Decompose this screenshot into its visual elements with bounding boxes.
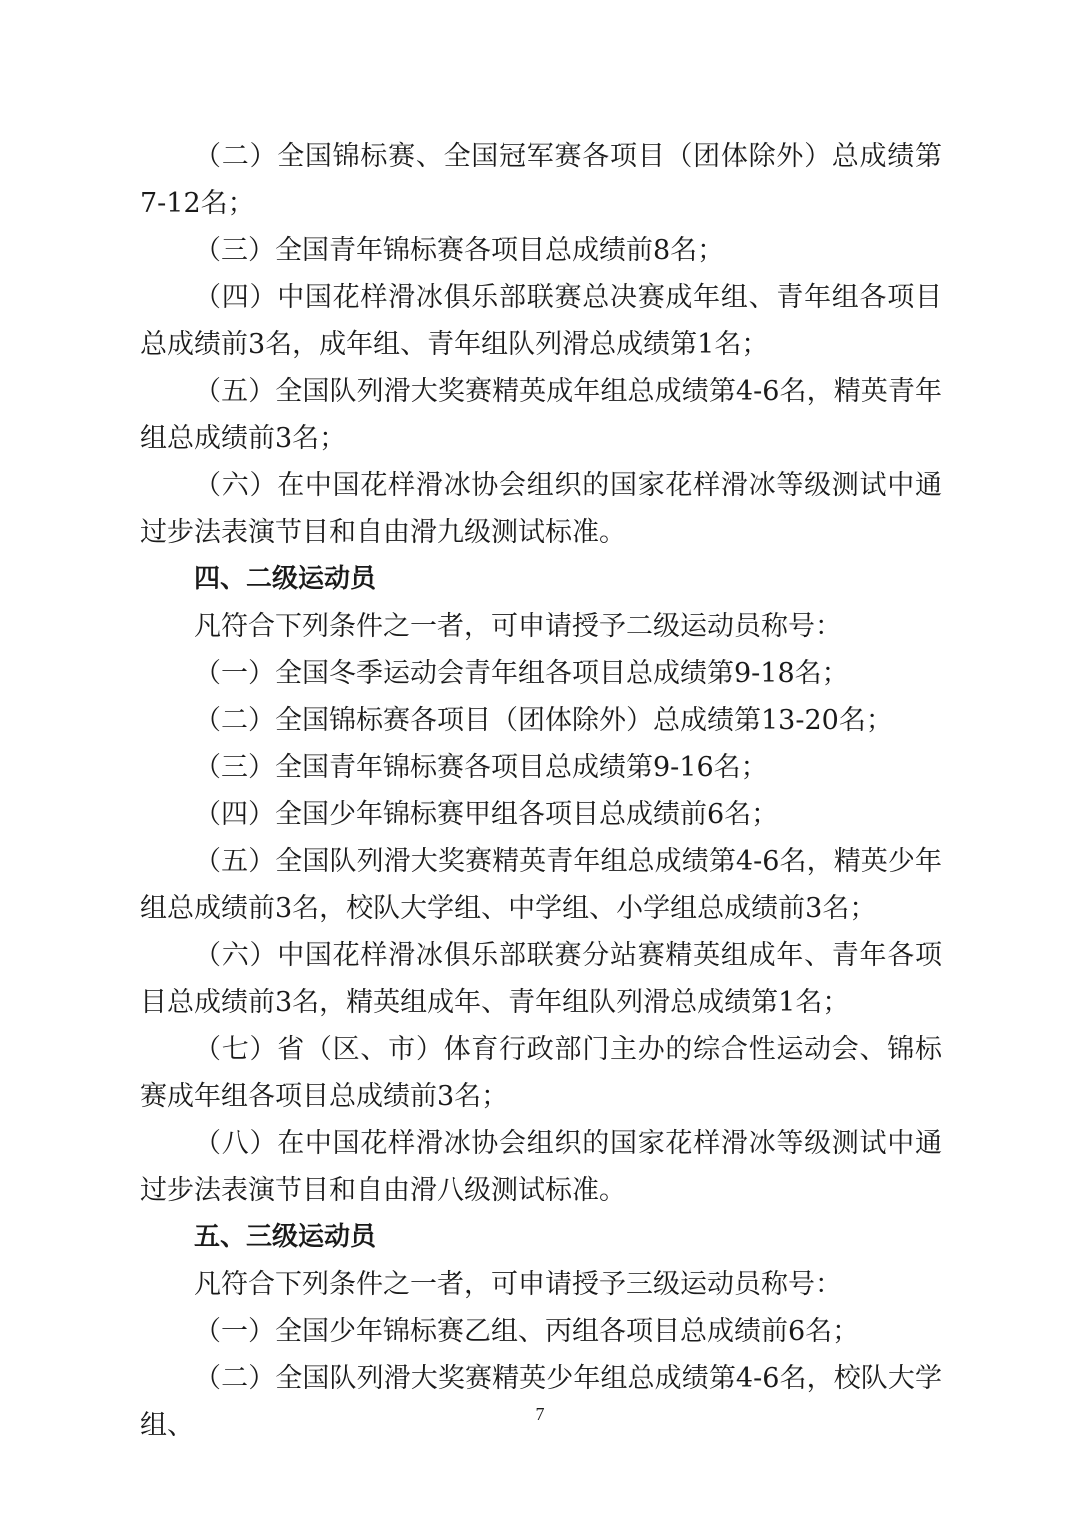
list-item: （一）全国少年锦标赛乙组、丙组各项目总成绩前6名； xyxy=(194,1316,860,1347)
list-item: （六）在中国花样滑冰协会组织的国家花样滑冰等级测试中通过步法表演节目和自由滑九级测试标准。 xyxy=(140,470,942,548)
list-item: （二）全国锦标赛、全国冠军赛各项目（团体除外）总成绩第7-12名； xyxy=(140,141,942,219)
list-item: （三）全国青年锦标赛各项目总成绩前8名； xyxy=(194,235,725,266)
list-item: （二）全国锦标赛各项目（团体除外）总成绩第13-20名； xyxy=(194,705,893,736)
section-heading-level-3: 五、三级运动员 xyxy=(194,1222,377,1252)
list-item: （五）全国队列滑大奖赛精英成年组总成绩第4-6名，精英青年组总成绩前3名； xyxy=(140,376,942,454)
section-heading-level-2: 四、二级运动员 xyxy=(194,564,377,594)
list-item: （六）中国花样滑冰俱乐部联赛分站赛精英组成年、青年各项目总成绩前3名，精英组成年、青年组队列滑总成绩第1名； xyxy=(140,940,942,1018)
list-item: （二）全国队列滑大奖赛精英少年组总成绩第4-6名，校队大学组、 xyxy=(140,1363,942,1441)
list-item: （八）在中国花样滑冰协会组织的国家花样滑冰等级测试中通过步法表演节目和自由滑八级测试标准。 xyxy=(140,1128,942,1206)
list-item: （五）全国队列滑大奖赛精英青年组总成绩第4-6名，精英少年组总成绩前3名，校队大学组、中学组、小学组总成绩前3名； xyxy=(140,846,942,924)
list-item: （四）全国少年锦标赛甲组各项目总成绩前6名； xyxy=(194,799,779,830)
list-item: （七）省（区、市）体育行政部门主办的综合性运动会、锦标赛成年组各项目总成绩前3名； xyxy=(140,1034,942,1112)
section-intro: 凡符合下列条件之一者，可申请授予三级运动员称号： xyxy=(194,1269,842,1300)
list-item: （三）全国青年锦标赛各项目总成绩第9-16名； xyxy=(194,752,768,783)
list-item: （一）全国冬季运动会青年组各项目总成绩第9-18名； xyxy=(194,658,849,689)
page-number: 7 xyxy=(535,1404,545,1424)
document-body xyxy=(140,133,942,1449)
section-intro: 凡符合下列条件之一者，可申请授予二级运动员称号： xyxy=(194,611,842,642)
list-item: （四）中国花样滑冰俱乐部联赛总决赛成年组、青年组各项目总成绩前3名，成年组、青年组队列滑总成绩第1名； xyxy=(140,282,942,360)
